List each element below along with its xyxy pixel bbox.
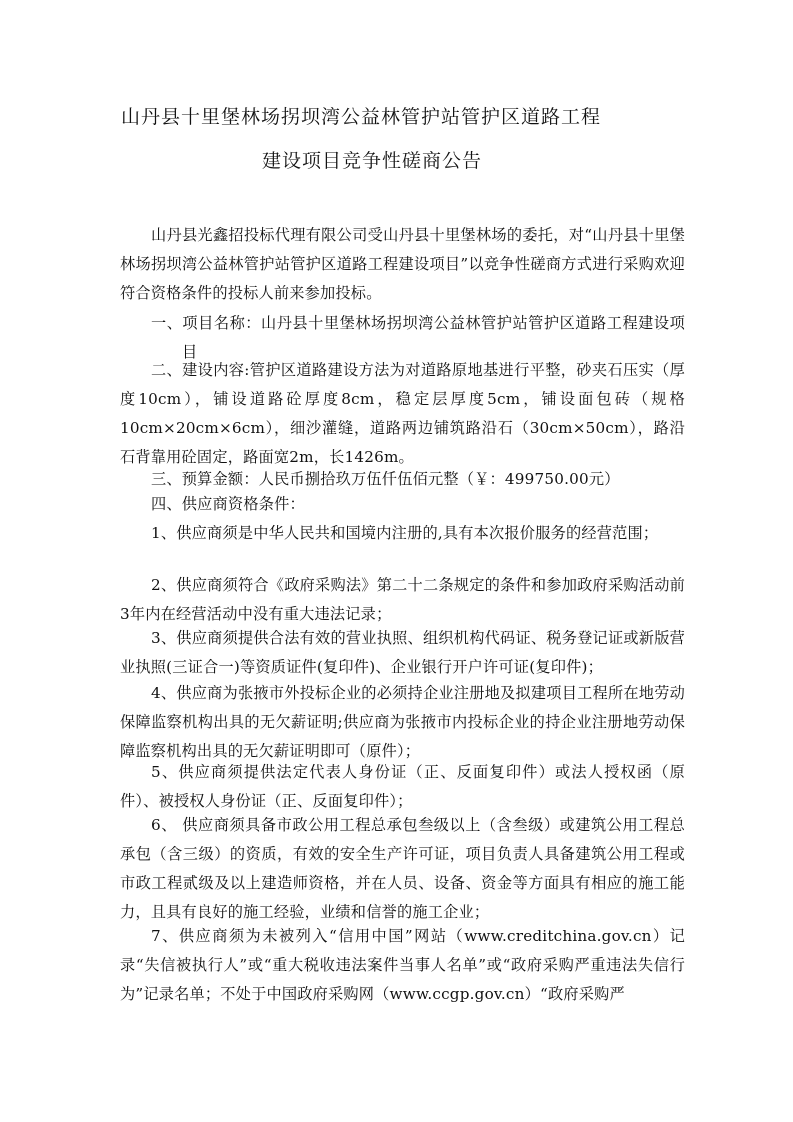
item-project-name: 一、项目名称：山丹县十里堡林场拐坝湾公益林管护站管护区道路工程建设项目 bbox=[151, 314, 685, 361]
intro-paragraph: 山丹县光鑫招投标代理有限公司受山丹县十里堡林场的委托，对“山丹县十里堡林场拐坝湾公益林管护站管护区道路工程建设项目”以竞争性磋商方式进行采购欢迎符合资格条件的投标人前来参加投标。 bbox=[120, 226, 685, 302]
qualification-5: 5、供应商须提供法定代表人身份证（正、反面复印件）或法人授权函（原件）、被授权人身份证（正、反面复印件）； bbox=[120, 763, 685, 810]
qualification-3: 3、供应商须提供合法有效的营业执照、组织机构代码证、税务登记证或新版营业执照(三证合一)等资质证件(复印件)、企业银行开户许可证(复印件)； bbox=[120, 629, 685, 676]
item-qualifications-heading: 四、供应商资格条件： bbox=[151, 495, 305, 513]
item-budget: 三、预算金额：人民币捌拾玖万伍仟伍佰元整（￥：499750.00元） bbox=[151, 470, 620, 488]
document-title-line1: 山丹县十里堡林场拐坝湾公益林管护站管护区道路工程 bbox=[121, 106, 602, 128]
document-title-line2: 建设项目竞争性磋商公告 bbox=[262, 150, 483, 172]
qualification-2: 2、供应商须符合《政府采购法》第二十二条规定的条件和参加政府采购活动前3年内在经营活动中没有重大违法记录； bbox=[120, 576, 685, 623]
item-construction-content: 二、建设内容:管护区道路建设方法为对道路原地基进行平整，砂夹石压实（厚度10cm），铺设道路砼厚度8cm，稳定层厚度5cm，铺设面包砖（规格10cm×20cm×6cm），细沙灌缝，道路两边铺筑路沿石（30cm×50cm），路沿石背靠用砼固定，路面宽2m，长1426m。 bbox=[120, 361, 685, 466]
qualification-1: 1、供应商须是中华人民共和国境内注册的,具有本次报价服务的经营范围； bbox=[151, 524, 659, 542]
qualification-7: 7、供应商须为未被列入“信用中国”网站（www.creditchina.gov.cn）记录“失信被执行人”或“重大税收违法案件当事人名单”或“政府采购严重违法失信行为”记录名单；不处于中国政府采购网（www.ccgp.gov.cn）“政府采购严 bbox=[120, 927, 685, 1003]
qualification-4: 4、供应商为张掖市外投标企业的必须持企业注册地及拟建项目工程所在地劳动保障监察机构出具的无欠薪证明;供应商为张掖市内投标企业的持企业注册地劳动保障监察机构出具的无欠薪证明即可（原件）； bbox=[120, 684, 685, 760]
qualification-6: 6、 供应商须具备市政公用工程总承包叁级以上（含叁级）或建筑公用工程总承包（含三级）的资质，有效的安全生产许可证，项目负责人具备建筑公用工程或市政工程贰级及以上建造师资格，并在人员、设备、资金等方面具有相应的施工能力，且具有良好的施工经验，业绩和信誉的施工企业； bbox=[120, 816, 685, 921]
